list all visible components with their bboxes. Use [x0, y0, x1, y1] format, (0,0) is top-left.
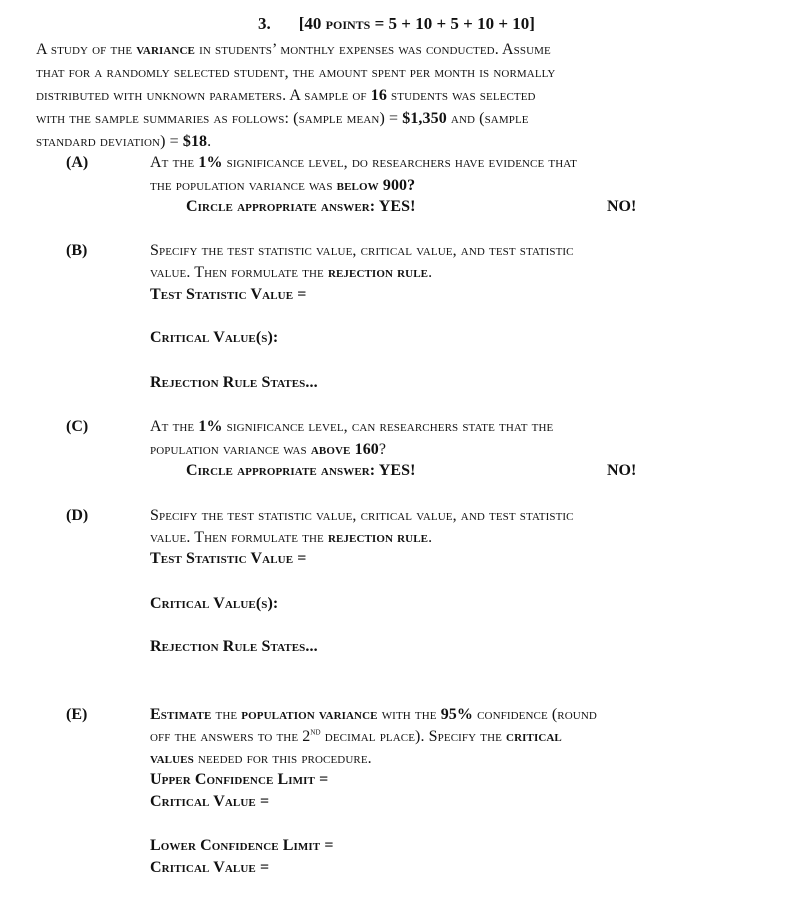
part-b-line-1: Specify the test statistic value, critical value, and test statistic: [150, 242, 574, 259]
intro-line-3: distributed with unknown parameters. A sample of 16 students was selected: [36, 87, 536, 104]
part-d-line-2: value. Then formulate the rejection rule.: [150, 529, 433, 546]
part-c-label: (C): [66, 418, 89, 435]
part-c-circle-no[interactable]: NO!: [607, 462, 637, 479]
part-d-line-1: Specify the test statistic value, critical value, and test statistic: [150, 507, 574, 524]
part-e-lower-critical-value: Critical Value =: [150, 859, 270, 876]
part-c-line-1: At the 1% significance level, can researchers state that the: [150, 418, 554, 435]
part-e-line-3: values needed for this procedure.: [150, 750, 372, 767]
intro-line-2: that for a randomly selected student, the amount spent per month is normally: [36, 64, 556, 81]
question-points: [40 points = 5 + 10 + 5 + 10 + 10]: [298, 14, 535, 33]
part-a-circle-yes[interactable]: Circle appropriate answer: YES!: [186, 198, 416, 215]
part-b-rejection-rule: Rejection Rule States...: [150, 374, 318, 391]
part-d-test-statistic: Test Statistic Value =: [150, 550, 307, 567]
part-a-label: (A): [66, 154, 89, 171]
part-d-label: (D): [66, 507, 89, 524]
question-number: 3.: [258, 14, 271, 33]
part-a-circle-no[interactable]: NO!: [607, 198, 637, 215]
part-d-rejection-rule: Rejection Rule States...: [150, 638, 318, 655]
part-b-line-2: value. Then formulate the rejection rule.: [150, 264, 433, 281]
part-b-test-statistic: Test Statistic Value =: [150, 286, 307, 303]
question-title: [258, 14, 535, 34]
part-b-critical-values: Critical Value(s):: [150, 329, 279, 346]
part-e-lower-limit: Lower Confidence Limit =: [150, 837, 334, 854]
intro-line-5: standard deviation) = $18.: [36, 133, 212, 150]
intro-variance: variance: [136, 41, 195, 58]
part-d-critical-values: Critical Value(s):: [150, 595, 279, 612]
part-c-circle-yes[interactable]: Circle appropriate answer: YES!: [186, 462, 416, 479]
part-e-label: (E): [66, 706, 88, 723]
part-e-line-2: off the answers to the 2nd decimal place). Specify the critical: [150, 726, 562, 745]
part-e-line-1: Estimate the population variance with the 95% confidence (round: [150, 706, 597, 723]
intro-line-1: A study of the variance in students’ monthly expenses was conducted. Assume: [36, 41, 551, 58]
part-e-upper-critical-value: Critical Value =: [150, 793, 270, 810]
part-b-label: (B): [66, 242, 88, 259]
part-e-upper-limit: Upper Confidence Limit =: [150, 771, 329, 788]
part-a-line-2: the population variance was below 900?: [150, 177, 416, 194]
part-c-line-2: population variance was above 160?: [150, 441, 387, 458]
intro-line-4: with the sample summaries as follows: (sample mean) = $1,350 and (sample: [36, 110, 529, 127]
part-a-line-1: At the 1% significance level, do researchers have evidence that: [150, 154, 577, 171]
